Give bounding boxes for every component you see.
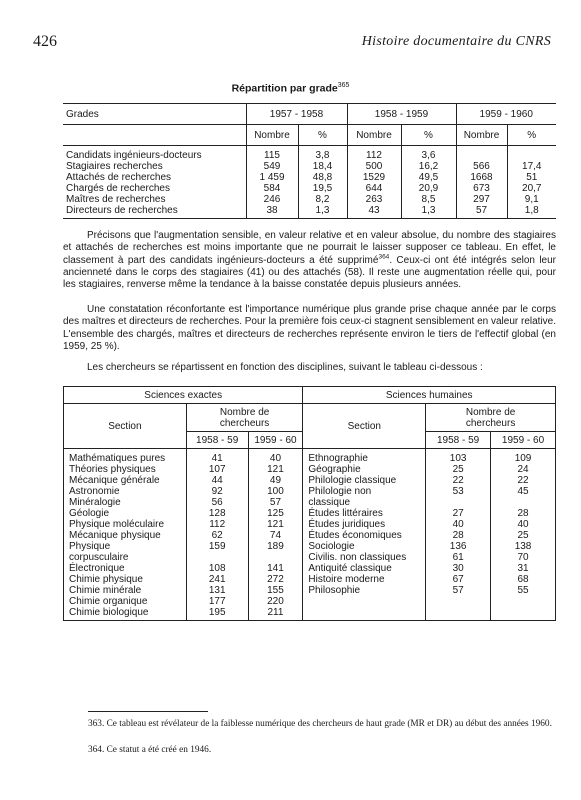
sub-pct-1: % <box>298 125 347 146</box>
p3-nombre-cell: 57 <box>475 205 488 216</box>
p2-nombre-cell-column <box>348 150 401 216</box>
humaines-section-label: Ethnographie <box>308 453 368 464</box>
humaines-section-label: Études littéraires <box>308 508 383 519</box>
exactes-y1-cell: 112 <box>209 519 226 530</box>
humaines-y2-cell: 45 <box>517 486 529 497</box>
paragraph-2: Une constatation réconfortante est l'importance numérique plus grande prise chaque année par le corps des maîtres et directeurs de recherches. Pour la première fois ceux-ci stagnent sensiblement en valeur relative. L'ensemble des chargés, maîtres et directeurs de recherches représente environ le tiers de l'effectif global (en 1959, 25 %). <box>63 304 557 352</box>
p2-nombre-cell: 43 <box>368 205 380 216</box>
p3-nombre-cell: 297 <box>473 194 490 205</box>
p3-nombre-cell-column <box>457 150 507 216</box>
grade-label: Maîtres de recherches <box>66 194 166 205</box>
exactes-y2-cell: 272 <box>267 574 284 585</box>
humaines-section-label-column <box>308 453 425 596</box>
exactes-y1-cell: 128 <box>208 508 226 519</box>
p3-pct-cell: 20,7 <box>522 183 542 194</box>
exactes-y1-cell: 41 <box>211 453 223 464</box>
humaines-section-label: Philosophie <box>308 585 361 596</box>
grade-table <box>63 103 556 219</box>
humaines-section-label: Études économiques <box>308 530 402 541</box>
p2-pct-cell: 1,3 <box>421 205 436 216</box>
p3-pct-cell-column <box>508 150 557 216</box>
p3-nombre-cell: 673 <box>473 183 490 194</box>
exactes-y2-cell: 121 <box>267 519 284 530</box>
header-y1-humaines: 1958 - 59 <box>426 432 491 449</box>
header-nombre-exactes: Nombre de chercheurs <box>186 404 303 432</box>
p1-nombre-cell: 549 <box>263 161 281 172</box>
humaines-section-label: Civilis. non classiques <box>308 552 407 563</box>
footnote-363: 363. Ce tableau est révélateur de la faiblesse numérique des chercheurs de haut grade (MR et DR) au début des années 1960. <box>88 719 552 729</box>
p2-pct-cell: 8,5 <box>421 194 436 205</box>
humaines-y2-cell-column <box>491 453 555 596</box>
footnote-ref-364: 364 <box>378 253 390 261</box>
discipline-table <box>63 386 556 621</box>
humaines-section-label: Antiquité classique <box>308 563 392 574</box>
p1-nombre-cell: 246 <box>263 194 281 205</box>
table1-title-text: Répartition par grade <box>231 82 338 95</box>
p1-pct-cell-column <box>299 150 347 216</box>
exactes-y1-cell <box>187 552 248 563</box>
exactes-section-label: Mécanique générale <box>69 475 160 486</box>
humaines-y1-cell: 28 <box>452 530 464 541</box>
p1-pct-cell: 48,8 <box>312 172 333 183</box>
exactes-y1-cell: 177 <box>208 596 226 607</box>
exactes-section-label-column <box>69 453 186 618</box>
exactes-y1-cell: 108 <box>208 563 226 574</box>
humaines-y2-cell: 70 <box>517 552 529 563</box>
p2-nombre-cell: 1529 <box>362 172 386 183</box>
humaines-y2-cell: 109 <box>514 453 532 464</box>
humaines-y2-cell: 28 <box>517 508 529 519</box>
exactes-y1-cell: 56 <box>211 497 223 508</box>
p2-pct-cell: 20,9 <box>418 183 439 194</box>
p3-nombre-cell: 1668 <box>470 172 493 183</box>
grade-label: Candidats ingénieurs-docteurs <box>66 150 202 161</box>
humaines-y1-cell: 53 <box>452 486 464 497</box>
p1-nombre-cell: 115 <box>264 150 280 161</box>
humaines-y2-cell <box>491 497 555 508</box>
header-period-3: 1959 - 1960 <box>456 104 556 125</box>
humaines-section-label: Études juridiques <box>308 519 386 530</box>
header-section-humaines: Section <box>303 404 426 449</box>
p2-pct-cell: 49,5 <box>418 172 439 183</box>
exactes-section-label: Théories physiques <box>69 464 156 475</box>
exactes-y1-cell: 107 <box>208 464 226 475</box>
page-number: 426 <box>33 33 57 50</box>
p2-pct-cell: 16,2 <box>418 161 439 172</box>
exactes-y1-cell-column <box>187 453 248 618</box>
humaines-y1-cell: 103 <box>449 453 467 464</box>
p1-pct-cell: 1,3 <box>315 205 330 216</box>
humaines-y1-cell: 25 <box>452 464 464 475</box>
humaines-y2-cell: 138 <box>514 541 532 552</box>
p1-pct-cell: 8,2 <box>315 194 330 205</box>
humaines-y1-cell: 27 <box>452 508 464 519</box>
p1-pct-cell: 3,8 <box>315 150 330 161</box>
exactes-y1-cell: 131 <box>208 585 226 596</box>
exactes-y2-cell: 189 <box>267 541 284 552</box>
p1-nombre-cell: 1 459 <box>259 172 285 183</box>
p2-nombre-cell: 263 <box>365 194 383 205</box>
humaines-y2-cell: 31 <box>517 563 529 574</box>
humaines-section-label: Histoire moderne <box>308 574 385 585</box>
exactes-section-label: Chimie minérale <box>69 585 142 596</box>
humaines-section-label: Géographie <box>308 464 361 475</box>
grade-label: Attachés de recherches <box>66 172 172 183</box>
sub-nombre-1: Nombre <box>246 125 298 146</box>
humaines-y2-cell: 22 <box>517 475 529 486</box>
header-y2-exactes: 1959 - 60 <box>248 432 303 449</box>
header-y1-exactes: 1958 - 59 <box>186 432 248 449</box>
p3-pct-cell <box>508 150 557 161</box>
paragraph-1-text-b: . Ceux-ci ont été intégrés selon leur ancienneté dans le corps des stagiaires (41) ou des attachés (58). Il reste une augmentation réelle qui, pour les stagiaires, renverse même la tendance à la baisse constatée depuis plusieurs années. <box>63 254 556 291</box>
exactes-section-label: Électronique <box>69 563 125 574</box>
p1-nombre-cell: 584 <box>263 183 281 194</box>
sub-pct-2: % <box>401 125 456 146</box>
header-grades: Grades <box>63 104 246 125</box>
p3-pct-cell: 17,4 <box>522 161 542 172</box>
exactes-section-label: corpusculaire <box>69 552 129 563</box>
exactes-y1-cell: 195 <box>208 607 226 618</box>
header-section-exactes: Section <box>64 404 187 449</box>
p2-nombre-cell: 112 <box>366 150 382 161</box>
humaines-y1-cell: 22 <box>452 475 464 486</box>
exactes-section-label: Mécanique physique <box>69 530 161 541</box>
exactes-y1-cell: 241 <box>208 574 226 585</box>
exactes-y2-cell <box>249 552 303 563</box>
humaines-y1-cell-column <box>426 453 490 596</box>
exactes-y2-cell-column <box>249 453 303 618</box>
sub-nombre-2: Nombre <box>347 125 401 146</box>
exactes-y2-cell: 141 <box>267 563 284 574</box>
p2-nombre-cell: 500 <box>365 161 383 172</box>
footnote-rule <box>88 711 208 712</box>
sub-pct-3: % <box>507 125 556 146</box>
humaines-y1-cell: 40 <box>452 519 464 530</box>
exactes-y2-cell: 155 <box>267 585 284 596</box>
p3-nombre-cell: 566 <box>473 161 490 172</box>
humaines-y1-cell: 57 <box>452 585 464 596</box>
humaines-y2-cell: 55 <box>517 585 529 596</box>
humaines-section-label: Philologie classique <box>308 475 397 486</box>
footnote-364: 364. Ce statut a été créé en 1946. <box>88 745 212 755</box>
grade-label: Directeurs de recherches <box>66 205 178 216</box>
humaines-y1-cell: 61 <box>452 552 464 563</box>
header-sciences-exactes: Sciences exactes <box>64 387 303 404</box>
humaines-y2-cell: 24 <box>517 464 529 475</box>
humaines-y1-cell <box>426 497 490 508</box>
humaines-y1-cell: 136 <box>449 541 467 552</box>
header-sciences-humaines: Sciences humaines <box>303 387 556 404</box>
header-nombre-humaines: Nombre de chercheurs <box>426 404 556 432</box>
humaines-y1-cell: 67 <box>452 574 464 585</box>
exactes-section-label: Géologie <box>69 508 110 519</box>
p2-pct-cell: 3,6 <box>421 150 436 161</box>
paragraph-3: Les chercheurs se répartissent en fonction des disciplines, suivant le tableau ci-dessous : <box>87 362 483 373</box>
exactes-y2-cell: 74 <box>269 530 282 541</box>
p2-nombre-cell: 644 <box>365 183 383 194</box>
exactes-y1-cell: 44 <box>211 475 223 486</box>
header-period-1: 1957 - 1958 <box>246 104 347 125</box>
exactes-y2-cell: 57 <box>269 497 282 508</box>
exactes-section-label: Chimie physique <box>69 574 143 585</box>
humaines-section-label: Philologie non <box>308 486 372 497</box>
exactes-y2-cell: 121 <box>267 464 284 475</box>
exactes-section-label: Chimie organique <box>69 596 148 607</box>
p3-pct-cell: 51 <box>526 172 538 183</box>
exactes-y2-cell: 125 <box>267 508 284 519</box>
running-head: Histoire documentaire du CNRS <box>361 34 551 49</box>
exactes-y2-cell: 49 <box>269 475 282 486</box>
exactes-y1-cell: 159 <box>208 541 226 552</box>
exactes-section-label: Physique moléculaire <box>69 519 165 530</box>
exactes-y1-cell: 62 <box>211 530 223 541</box>
p1-pct-cell: 18,4 <box>312 161 333 172</box>
p3-nombre-cell <box>457 150 507 161</box>
p1-nombre-cell: 38 <box>266 205 278 216</box>
grade-label: Stagiaires recherches <box>66 161 163 172</box>
table1-title-note: 365 <box>337 82 350 89</box>
exactes-y2-cell: 211 <box>267 607 284 618</box>
p3-pct-cell: 9,1 <box>524 194 539 205</box>
paragraph-1 <box>63 230 556 291</box>
p3-pct-cell: 1,8 <box>524 205 539 216</box>
paragraph-1-text-a: Précisons que l'augmentation sensible, en valeur relative et en valeur absolue, du nombre des stagiaires et attachés de recherches est moins importante que ne pourrait le laisser supposer ce tableau. En effet, le classement à part des candidats ingénieurs-docteurs a été supprimé <box>63 230 556 266</box>
humaines-y1-cell: 30 <box>452 563 464 574</box>
exactes-y2-cell: 40 <box>269 453 282 464</box>
table1-title <box>0 82 581 95</box>
humaines-y2-cell: 68 <box>517 574 529 585</box>
header-period-2: 1958 - 1959 <box>347 104 456 125</box>
humaines-section-label: Sociologie <box>308 541 355 552</box>
grade-label: Chargés de recherches <box>66 183 170 194</box>
exactes-y2-cell: 100 <box>267 486 284 497</box>
humaines-y2-cell: 40 <box>517 519 529 530</box>
exactes-section-label: Minéralogie <box>69 497 121 508</box>
exactes-y2-cell: 220 <box>267 596 284 607</box>
sub-nombre-3: Nombre <box>456 125 507 146</box>
exactes-section-label: Physique <box>69 541 111 552</box>
p1-nombre-cell-column <box>247 150 298 216</box>
p2-pct-cell-column <box>402 150 456 216</box>
exactes-y1-cell: 92 <box>211 486 223 497</box>
grade-label-column <box>66 150 246 216</box>
exactes-section-label: Chimie biologique <box>69 607 149 618</box>
exactes-section-label: Astronomie <box>69 486 120 497</box>
header-y2-humaines: 1959 - 60 <box>491 432 556 449</box>
p1-pct-cell: 19,5 <box>312 183 333 194</box>
humaines-section-label: classique <box>308 497 351 508</box>
exactes-section-label: Mathématiques pures <box>69 453 166 464</box>
humaines-y2-cell: 25 <box>517 530 529 541</box>
